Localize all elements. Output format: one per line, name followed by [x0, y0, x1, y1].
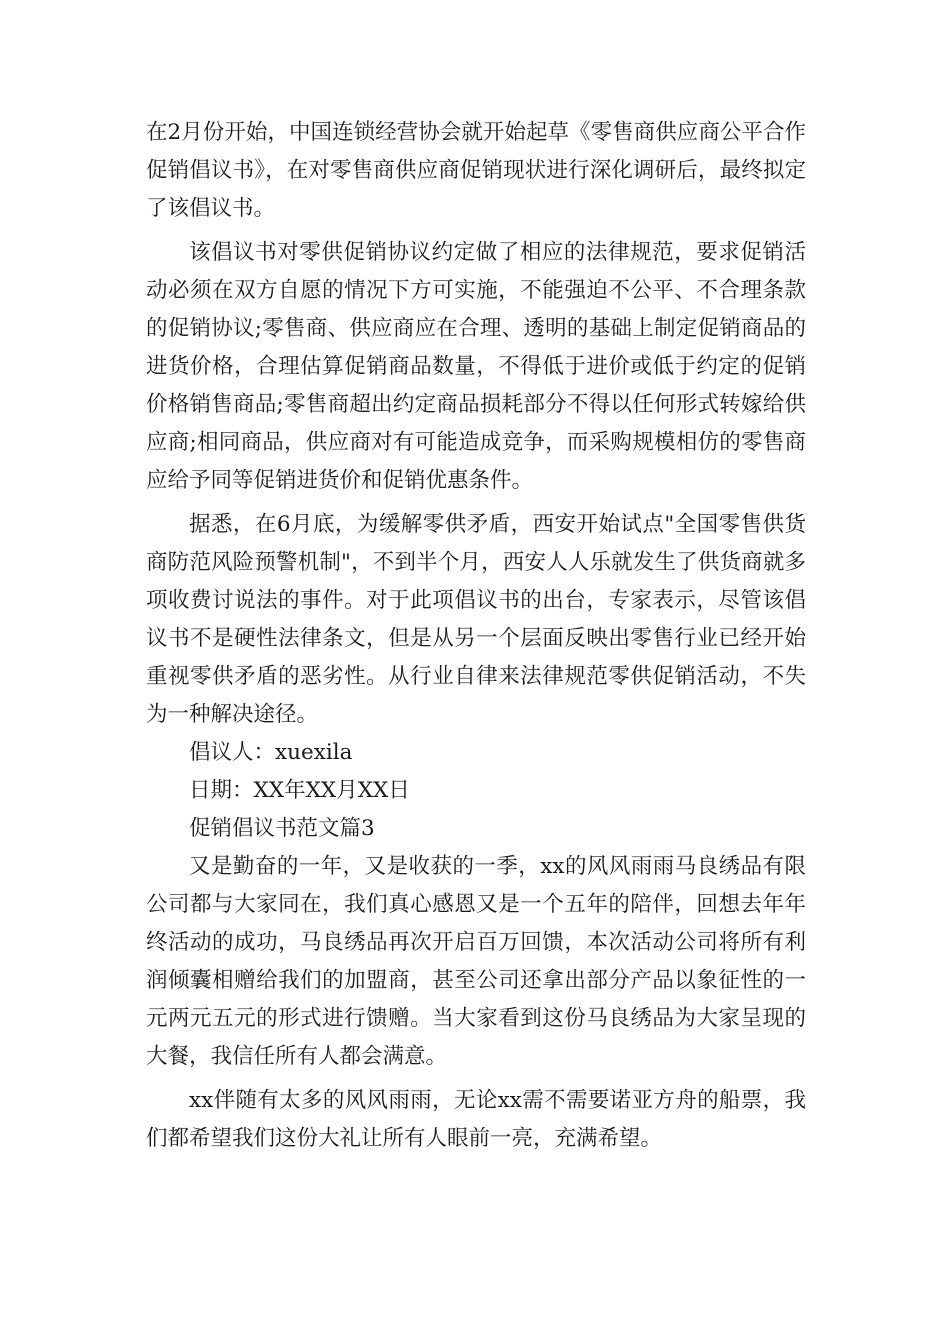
- paragraph-maliang: 又是勤奋的一年，又是收获的一季，xx的风风雨雨马良绣品有限公司都与大家同在，我们真心感恩又是一个五年的陪伴，回想去年年终活动的成功，马良绣品再次开启百万回馈，本次活动公司将所有利润倾囊相赠给我们的加盟商，甚至公司还拿出部分产品以象征性的一元两元五元的形式进行馈赠。当大家看到这份马良绣品为大家呈现的大餐，我信任所有人都会满意。: [146, 854, 806, 1069]
- paragraph-intro: 在2月份开始，中国连锁经营协会就开始起草《零售商供应商公平合作促销倡议书》，在对零售商供应商促销现状进行深化调研后，最终拟定了该倡议书。: [146, 120, 806, 221]
- paragraph-regulation: 该倡议书对零供促销协议约定做了相应的法律规范，要求促销活动必须在双方自愿的情况下方可实施，不能强迫不公平、不合理条款的促销协议;零售商、供应商应在合理、透明的基础上制定促销商品的进货价格，合理估算促销商品数量，不得低于进价或低于约定的促销价格销售商品;零售商超出约定商品损耗部分不得以任何形式转嫁给供应商;相同商品，供应商对有可能造成竞争，而采购规模相仿的零售商应给予同等促销进货价和促销优惠条件。: [146, 240, 806, 493]
- section-title: 促销倡议书范文篇3: [189, 816, 375, 841]
- paragraph-xian-pilot: 据悉，在6月底，为缓解零供矛盾，西安开始试点"全国零售供货商防范风险预警机制"，不到半个月，西安人人乐就发生了供货商就多项收费讨说法的事件。对于此项倡议书的出台，专家表示，尽管该倡议书不是硬性法律条文，但是从另一个层面反映出零售行业已经开始重视零供矛盾的恶劣性。从行业自律来法律规范零供促销活动，不失为一种解决途径。: [146, 512, 806, 727]
- proposer-line: 倡议人：xuexila: [189, 740, 353, 765]
- date-line: 日期：XX年XX月XX日: [189, 778, 410, 803]
- document-body: [146, 114, 806, 1158]
- paragraph-closing: xx伴随有太多的风风雨雨，无论xx需不需要诺亚方舟的船票，我们都希望我们这份大礼让所有人眼前一亮，充满希望。: [146, 1088, 806, 1151]
